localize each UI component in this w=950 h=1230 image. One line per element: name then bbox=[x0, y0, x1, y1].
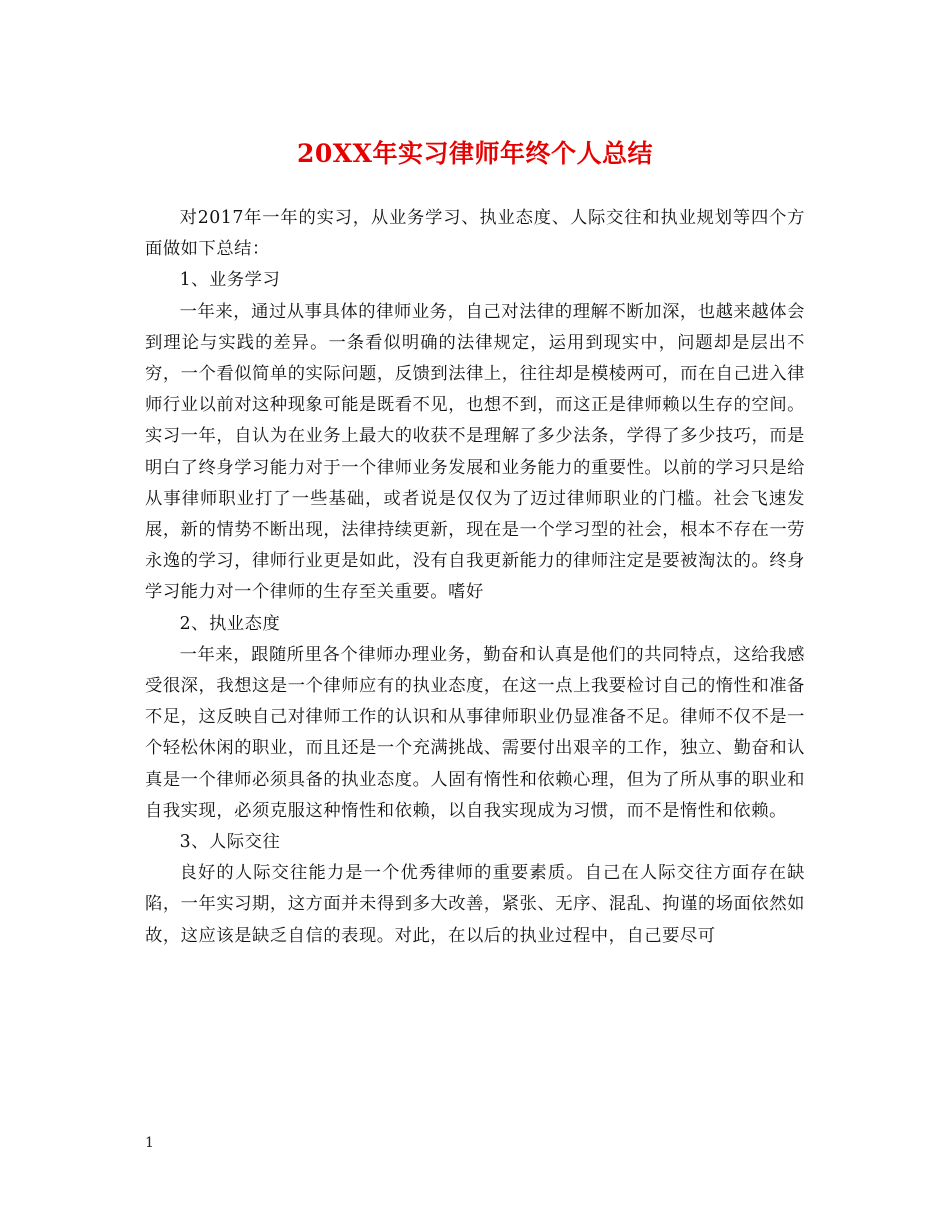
section-heading-practice-attitude: 2、执业态度 bbox=[179, 613, 281, 634]
section-heading-interpersonal: 3、人际交往 bbox=[179, 832, 281, 853]
section-body-practice-attitude: 一年来，跟随所里各个律师办理业务，勤奋和认真是他们的共同特点，这给我感受很深，我想这是一个律师应有的执业态度，在这一点上我要检讨自己的惰性和准备不足，这反映自己对律师工作的认识和从事律师职业仍显准备不足。律师不仅不是一个轻松休闲的职业，而且还是一个充满挑战、需要付出艰辛的工作，独立、勤奋和认真是一个律师必须具备的执业态度。人固有惰性和依赖心理，但为了所从事的职业和自我实现，必须克服这种惰性和依赖，以自我实现成为习惯，而不是惰性和依赖。 bbox=[145, 644, 805, 821]
section-heading-business-study: 1、业务学习 bbox=[179, 270, 281, 291]
section-body-business-study: 一年来，通过从事具体的律师业务，自己对法律的理解不断加深，也越来越体会到理论与实践的差异。一条看似明确的法律规定，运用到现实中，问题却是层出不穷，一个看似简单的实际问题，反馈到法律上，往往却是模棱两可，而在自己进入律师行业以前对这种现象可能是既看不见，也想不到，而这正是律师赖以生存的空间。实习一年，自认为在业务上最大的收获不是理解了多少法条，学得了多少技巧，而是明白了终身学习能力对于一个律师业务发展和业务能力的重要性。以前的学习只是给从事律师职业打了一些基础，或者说是仅仅为了迈过律师职业的门槛。社会飞速发展，新的情势不断出现，法律持续更新，现在是一个学习型的社会，根本不存在一劳永逸的学习，律师行业更是如此，没有自我更新能力的律师注定是要被淘汰的。终身学习能力对一个律师的生存至关重要。嗜好 bbox=[145, 301, 805, 603]
page-number: 1 bbox=[145, 1135, 154, 1151]
document-title: 20XX年实习律师年终个人总结 bbox=[296, 139, 654, 168]
document-body bbox=[145, 203, 805, 952]
section-body-interpersonal: 良好的人际交往能力是一个优秀律师的重要素质。自己在人际交往方面存在缺陷，一年实习期，这方面并未得到多大改善，紧张、无序、混乱、拘谨的场面依然如故，这应该是缺乏自信的表现。对此，在以后的执业过程中，自己要尽可 bbox=[145, 863, 805, 946]
intro-paragraph: 对2017年一年的实习，从业务学习、执业态度、人际交往和执业规划等四个方面做如下总结： bbox=[145, 208, 805, 260]
